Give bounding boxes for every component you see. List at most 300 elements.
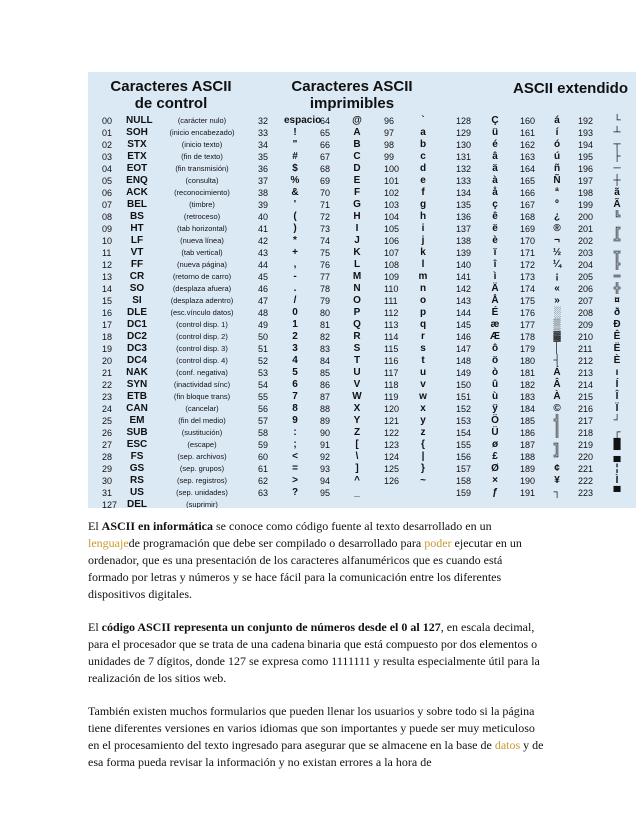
ascii-code: 166 bbox=[520, 188, 536, 198]
ascii-char: Á bbox=[553, 367, 561, 378]
ascii-code: 204 bbox=[578, 260, 594, 270]
control-code: 02 bbox=[102, 140, 113, 150]
control-code: 31 bbox=[102, 488, 113, 498]
ascii-code: 66 bbox=[320, 140, 331, 150]
control-abbr: US bbox=[130, 487, 144, 498]
control-code: 17 bbox=[102, 320, 113, 330]
ascii-code: 172 bbox=[520, 260, 536, 270]
control-description: (inicio encabezado) bbox=[169, 128, 235, 137]
ascii-code: 174 bbox=[520, 284, 536, 294]
ascii-code: 97 bbox=[384, 128, 395, 138]
ascii-code: 91 bbox=[320, 440, 331, 450]
ascii-code: 78 bbox=[320, 284, 331, 294]
control-abbr: LF bbox=[130, 235, 144, 246]
ascii-char: D bbox=[353, 163, 361, 174]
control-code: 18 bbox=[102, 332, 113, 342]
ascii-char: Ë bbox=[613, 343, 621, 354]
ascii-code: 34 bbox=[258, 140, 269, 150]
ascii-char: ' bbox=[293, 199, 297, 210]
ascii-code: 50 bbox=[258, 332, 269, 342]
ascii-code: 173 bbox=[520, 272, 536, 282]
ascii-code: 69 bbox=[320, 176, 331, 186]
ascii-code: 61 bbox=[258, 464, 269, 474]
ascii-char: ] bbox=[355, 463, 359, 474]
ascii-char: [ bbox=[355, 439, 359, 450]
ascii-char: ¦ bbox=[615, 463, 619, 474]
ascii-code: 56 bbox=[258, 404, 269, 414]
control-description: (sep. registros) bbox=[176, 476, 227, 485]
ascii-char: & bbox=[291, 187, 299, 198]
ascii-code: 191 bbox=[520, 488, 536, 498]
article-text bbox=[88, 518, 544, 787]
ascii-code: 148 bbox=[456, 356, 472, 366]
ascii-code: 33 bbox=[258, 128, 269, 138]
ascii-code: 108 bbox=[384, 260, 400, 270]
ascii-code: 143 bbox=[456, 296, 472, 306]
ascii-code: 142 bbox=[456, 284, 472, 294]
control-abbr: DC3 bbox=[126, 343, 147, 354]
ascii-char: J bbox=[354, 235, 360, 246]
ascii-code: 39 bbox=[258, 200, 269, 210]
control-code: 00 bbox=[102, 116, 113, 126]
ascii-code: 67 bbox=[320, 152, 331, 162]
ascii-code: 193 bbox=[578, 128, 594, 138]
ascii-code: 122 bbox=[384, 428, 400, 438]
ascii-char: Z bbox=[353, 427, 361, 438]
ascii-table-figure bbox=[88, 72, 636, 508]
control-code: 23 bbox=[102, 392, 113, 402]
control-description: (esc.vínculo datos) bbox=[170, 308, 234, 317]
ascii-code: 70 bbox=[320, 188, 331, 198]
control-description: (control disp. 4) bbox=[176, 356, 228, 365]
ascii-code: 106 bbox=[384, 236, 400, 246]
ascii-char: y bbox=[420, 415, 426, 426]
ascii-char: ┌ bbox=[613, 427, 621, 438]
ascii-char: » bbox=[554, 295, 560, 306]
ascii-code: 212 bbox=[578, 356, 594, 366]
ascii-code: 40 bbox=[258, 212, 269, 222]
control-description: (inactividad sínc) bbox=[173, 380, 231, 389]
control-description: (sep. archivos) bbox=[177, 452, 227, 461]
ascii-char: ï bbox=[493, 247, 497, 258]
ascii-code: 205 bbox=[578, 272, 594, 282]
ascii-char: ┐ bbox=[553, 487, 561, 498]
ascii-code: 86 bbox=[320, 380, 331, 390]
control-code: 07 bbox=[102, 200, 113, 210]
ascii-char: { bbox=[421, 439, 425, 450]
ascii-code: 197 bbox=[578, 176, 594, 186]
ascii-code: 59 bbox=[258, 440, 269, 450]
ascii-code: 175 bbox=[520, 296, 536, 306]
ascii-code: 103 bbox=[384, 200, 400, 210]
control-description: (fin del medio) bbox=[178, 416, 226, 425]
ascii-code: 79 bbox=[320, 296, 331, 306]
ascii-code: 102 bbox=[384, 188, 400, 198]
ascii-code: 58 bbox=[258, 428, 269, 438]
control-abbr: SI bbox=[132, 295, 142, 306]
control-abbr: ESC bbox=[126, 439, 148, 450]
header-printable: Caracteres ASCII imprimibles bbox=[291, 78, 413, 112]
ascii-code: 216 bbox=[578, 404, 594, 414]
ascii-char: 8 bbox=[292, 403, 298, 414]
control-description: (fin transmisión) bbox=[175, 164, 229, 173]
ascii-code: 92 bbox=[320, 452, 331, 462]
ascii-code: 112 bbox=[384, 308, 399, 318]
control-abbr: SOH bbox=[126, 127, 148, 138]
ascii-code: 82 bbox=[320, 332, 331, 342]
control-description: (consulta) bbox=[185, 176, 219, 185]
ascii-code: 68 bbox=[320, 164, 331, 174]
ascii-code: 124 bbox=[384, 452, 400, 462]
control-description: (conf. negativa) bbox=[176, 368, 228, 377]
ascii-code: 208 bbox=[578, 308, 594, 318]
control-code: 25 bbox=[102, 416, 113, 426]
paragraph-1 bbox=[88, 518, 544, 603]
ascii-char: ( bbox=[293, 211, 297, 222]
ascii-char: T bbox=[353, 355, 361, 366]
ascii-char: " bbox=[292, 139, 298, 150]
control-code: 16 bbox=[102, 308, 113, 318]
ascii-code: 158 bbox=[456, 476, 472, 486]
ascii-char: I bbox=[355, 223, 359, 234]
ascii-code: 133 bbox=[456, 176, 472, 186]
ascii-char: ╝ bbox=[553, 451, 561, 462]
control-code: 12 bbox=[102, 260, 113, 270]
control-code: 03 bbox=[102, 152, 113, 162]
control-description: (desplaza adentro) bbox=[170, 296, 234, 305]
ascii-code: 198 bbox=[578, 188, 594, 198]
ascii-char: Ì bbox=[615, 475, 619, 486]
ascii-char: X bbox=[353, 403, 361, 414]
ascii-code: 49 bbox=[258, 320, 269, 330]
ascii-char: P bbox=[353, 307, 361, 318]
control-abbr: SUB bbox=[126, 427, 148, 438]
ascii-char: ¡ bbox=[555, 271, 559, 282]
control-abbr: EM bbox=[129, 415, 145, 426]
ascii-code: 138 bbox=[456, 236, 472, 246]
ascii-code: 118 bbox=[384, 380, 399, 390]
ascii-char: O bbox=[353, 295, 361, 306]
ascii-code: 116 bbox=[384, 356, 399, 366]
ascii-code: 190 bbox=[520, 476, 536, 486]
ascii-char: º bbox=[555, 199, 559, 210]
ascii-code: 141 bbox=[456, 272, 472, 282]
ascii-code: 110 bbox=[384, 284, 399, 294]
ascii-code: 210 bbox=[578, 332, 594, 342]
ascii-code: 154 bbox=[456, 428, 472, 438]
ascii-code: 77 bbox=[320, 272, 331, 282]
ascii-char: x bbox=[420, 403, 426, 414]
ascii-char: è bbox=[492, 235, 498, 246]
ascii-code: 54 bbox=[258, 380, 269, 390]
ascii-char: } bbox=[421, 463, 425, 474]
ascii-char: N bbox=[353, 283, 361, 294]
ascii-char: K bbox=[353, 247, 361, 258]
control-abbr: DC1 bbox=[126, 319, 147, 330]
ascii-char: ` bbox=[421, 115, 425, 126]
ascii-char: W bbox=[352, 391, 362, 402]
ascii-char: Ä bbox=[491, 283, 499, 294]
ascii-code: 153 bbox=[456, 416, 472, 426]
control-code: 24 bbox=[102, 404, 113, 414]
ascii-code: 156 bbox=[456, 452, 472, 462]
ascii-code: 129 bbox=[456, 128, 472, 138]
control-code: 22 bbox=[102, 380, 113, 390]
ascii-char: u bbox=[419, 367, 427, 378]
ascii-code: 117 bbox=[384, 368, 399, 378]
ascii-char: j bbox=[421, 235, 425, 246]
ascii-char: r bbox=[421, 331, 425, 342]
link-poder[interactable]: poder bbox=[424, 536, 452, 550]
link-lenguaje[interactable]: lenguaje bbox=[88, 536, 129, 550]
ascii-code: 80 bbox=[320, 308, 331, 318]
ascii-char: n bbox=[419, 283, 427, 294]
control-description: (reconocimiento) bbox=[174, 188, 230, 197]
ascii-char: ú bbox=[553, 151, 561, 162]
control-abbr: DEL bbox=[127, 499, 147, 508]
ascii-code: 178 bbox=[520, 332, 536, 342]
ascii-char: k bbox=[420, 247, 426, 258]
ascii-code: 44 bbox=[258, 260, 269, 270]
ascii-code: 76 bbox=[320, 260, 331, 270]
control-code: 29 bbox=[102, 464, 113, 474]
ascii-char: « bbox=[554, 283, 560, 294]
ascii-code: 170 bbox=[520, 236, 536, 246]
ascii-char: . bbox=[293, 283, 297, 294]
ascii-char: ┤ bbox=[553, 355, 561, 366]
control-code: 26 bbox=[102, 428, 113, 438]
ascii-code: 48 bbox=[258, 308, 269, 318]
ascii-code: 146 bbox=[456, 332, 472, 342]
ascii-char: 5 bbox=[292, 367, 298, 378]
ascii-code: 194 bbox=[578, 140, 594, 150]
ascii-code: 83 bbox=[320, 344, 331, 354]
ascii-code: 64 bbox=[320, 116, 331, 126]
ascii-char: h bbox=[419, 211, 427, 222]
ascii-char: Ã bbox=[613, 199, 621, 210]
ascii-code: 128 bbox=[456, 116, 472, 126]
ascii-code: 206 bbox=[578, 284, 594, 294]
ascii-char: Ø bbox=[491, 463, 499, 474]
ascii-char: ╣ bbox=[553, 415, 561, 426]
ascii-code: 94 bbox=[320, 476, 331, 486]
bold-text: ASCII en informática bbox=[101, 519, 213, 533]
ascii-code: 162 bbox=[520, 140, 536, 150]
ascii-code: 42 bbox=[258, 236, 269, 246]
ascii-char: ; bbox=[293, 439, 297, 450]
ascii-char: Ü bbox=[491, 427, 499, 438]
ascii-char: └ bbox=[613, 115, 621, 126]
ascii-char: ¬ bbox=[554, 235, 560, 246]
ascii-char: ┼ bbox=[613, 175, 621, 186]
ascii-char: ▀ bbox=[613, 487, 621, 498]
ascii-char: ¢ bbox=[554, 463, 560, 474]
ascii-char: Ð bbox=[613, 319, 621, 330]
ascii-char: % bbox=[290, 175, 300, 186]
ascii-code: 38 bbox=[258, 188, 269, 198]
ascii-char: ö bbox=[491, 355, 499, 366]
ascii-char: Í bbox=[615, 379, 619, 390]
ascii-char: 2 bbox=[292, 331, 298, 342]
control-abbr: DC4 bbox=[126, 355, 147, 366]
text: También existen muchos formularios que pueden llenar los usuarios y sobre todo si la página tiene diferentes versiones en varios idiomas que son importantes y puede ser muy meticuloso en el procesamiento del texto ingresado para asegurar que se almacene en la base de bbox=[88, 704, 535, 752]
ascii-char: ╬ bbox=[613, 283, 621, 294]
ascii-code: 36 bbox=[258, 164, 269, 174]
control-abbr: CAN bbox=[126, 403, 148, 414]
ascii-char: £ bbox=[492, 451, 498, 462]
control-abbr: STX bbox=[127, 139, 147, 150]
ascii-code: 217 bbox=[578, 416, 594, 426]
ascii-code: 132 bbox=[456, 164, 472, 174]
ascii-code: 147 bbox=[456, 344, 472, 354]
control-description: (sep. unidades) bbox=[176, 488, 228, 497]
ascii-char: ┘ bbox=[613, 415, 621, 426]
control-abbr: RS bbox=[130, 475, 144, 486]
ascii-char: E bbox=[353, 175, 361, 186]
header-control: Caracteres ASCII de control bbox=[110, 78, 232, 112]
ascii-code: 123 bbox=[384, 440, 400, 450]
ascii-code: 159 bbox=[456, 488, 472, 498]
control-description: (sustitución) bbox=[181, 428, 223, 437]
ascii-code: 135 bbox=[456, 200, 472, 210]
link-datos[interactable]: datos bbox=[494, 738, 521, 752]
ascii-char: w bbox=[419, 391, 427, 402]
ascii-char: : bbox=[293, 427, 297, 438]
ascii-code: 71 bbox=[320, 200, 331, 210]
ascii-code: 85 bbox=[320, 368, 331, 378]
ascii-char: Ö bbox=[491, 415, 499, 426]
ascii-code: 199 bbox=[578, 200, 594, 210]
ascii-char: ░ bbox=[553, 307, 561, 318]
ascii-char: ├ bbox=[613, 151, 621, 162]
ascii-code: 107 bbox=[384, 248, 400, 258]
ascii-char: G bbox=[353, 199, 361, 210]
control-description: (inicio texto) bbox=[181, 140, 223, 149]
ascii-char: ▒ bbox=[553, 319, 561, 330]
ascii-code: 192 bbox=[578, 116, 594, 126]
control-abbr: BS bbox=[130, 211, 144, 222]
ascii-code: 63 bbox=[258, 488, 269, 498]
ascii-code: 89 bbox=[320, 416, 331, 426]
control-description: (nueva página) bbox=[176, 260, 228, 269]
control-abbr: EOT bbox=[126, 163, 148, 174]
ascii-char: å bbox=[492, 187, 498, 198]
ascii-code: 207 bbox=[578, 296, 594, 306]
ascii-char: q bbox=[419, 319, 427, 330]
ascii-char: ? bbox=[291, 487, 299, 498]
ascii-code: 114 bbox=[384, 332, 399, 342]
ascii-code: 203 bbox=[578, 248, 594, 258]
ascii-char: î bbox=[493, 259, 497, 270]
ascii-code: 196 bbox=[578, 164, 594, 174]
control-abbr: ACK bbox=[126, 187, 148, 198]
ascii-char: Â bbox=[553, 379, 561, 390]
ascii-char: 6 bbox=[292, 379, 298, 390]
ascii-code: 52 bbox=[258, 356, 269, 366]
ascii-char: ù bbox=[491, 391, 499, 402]
control-description: (sep. grupos) bbox=[179, 464, 225, 473]
ascii-char: ═ bbox=[613, 271, 621, 282]
ascii-code: 75 bbox=[320, 248, 331, 258]
ascii-code: 215 bbox=[578, 392, 594, 402]
control-description: (fin de texto) bbox=[181, 152, 223, 161]
ascii-code: 149 bbox=[456, 368, 472, 378]
ascii-code: 81 bbox=[320, 320, 331, 330]
ascii-char: ) bbox=[293, 223, 297, 234]
control-description: (control disp. 2) bbox=[176, 332, 228, 341]
ascii-char: V bbox=[353, 379, 361, 390]
control-abbr: FS bbox=[130, 451, 144, 462]
ascii-char: Q bbox=[353, 319, 361, 330]
ascii-char: ╚ bbox=[613, 211, 621, 222]
ascii-code: 187 bbox=[520, 440, 536, 450]
ascii-char: _ bbox=[354, 487, 360, 498]
ascii-char: A bbox=[353, 127, 361, 138]
ascii-code: 87 bbox=[320, 392, 331, 402]
ascii-char: f bbox=[421, 187, 425, 198]
ascii-code: 74 bbox=[320, 236, 331, 246]
ascii-code: 181 bbox=[520, 368, 536, 378]
ascii-char: á bbox=[554, 115, 560, 126]
ascii-code: 164 bbox=[520, 164, 536, 174]
ascii-code: 151 bbox=[456, 392, 472, 402]
ascii-code: 140 bbox=[456, 260, 472, 270]
ascii-char: M bbox=[352, 271, 362, 282]
ascii-char: - bbox=[293, 271, 297, 282]
ascii-char: Ï bbox=[615, 403, 619, 414]
ascii-code: 99 bbox=[384, 152, 395, 162]
ascii-code: 137 bbox=[456, 224, 472, 234]
ascii-char: ô bbox=[491, 343, 499, 354]
ascii-char: ┬ bbox=[613, 139, 621, 150]
ascii-char: ╩ bbox=[613, 235, 621, 246]
control-description: (control disp. 3) bbox=[176, 344, 228, 353]
ascii-char: ð bbox=[613, 307, 621, 318]
paragraph-3 bbox=[88, 703, 544, 771]
control-description: (escape) bbox=[187, 440, 217, 449]
ascii-char: m bbox=[418, 271, 428, 282]
control-abbr: GS bbox=[129, 463, 145, 474]
ascii-code: 84 bbox=[320, 356, 331, 366]
ascii-char: = bbox=[292, 463, 298, 474]
ascii-char: û bbox=[491, 379, 499, 390]
control-code: 20 bbox=[102, 356, 113, 366]
control-abbr: ETX bbox=[127, 151, 147, 162]
ascii-code: 121 bbox=[384, 416, 400, 426]
ascii-char: ║ bbox=[553, 427, 561, 438]
ascii-code: 186 bbox=[520, 428, 536, 438]
ascii-code: 35 bbox=[258, 152, 269, 162]
ascii-code: 65 bbox=[320, 128, 331, 138]
ascii-char: , bbox=[293, 259, 297, 270]
ascii-char: 1 bbox=[292, 319, 298, 330]
ascii-char: × bbox=[492, 475, 498, 486]
ascii-char: U bbox=[353, 367, 361, 378]
control-code: 27 bbox=[102, 440, 113, 450]
ascii-code: 155 bbox=[456, 440, 472, 450]
ascii-code: 211 bbox=[578, 344, 593, 354]
control-abbr: CR bbox=[129, 271, 145, 282]
ascii-char: ~ bbox=[420, 475, 426, 486]
control-code: 09 bbox=[102, 224, 113, 234]
ascii-char: ä bbox=[492, 163, 498, 174]
ascii-char: espacio bbox=[284, 115, 322, 126]
ascii-code: 96 bbox=[384, 116, 395, 126]
control-abbr: ENQ bbox=[126, 175, 148, 186]
ascii-char: ñ bbox=[553, 163, 561, 174]
ascii-char: í bbox=[555, 127, 559, 138]
control-code: 11 bbox=[102, 248, 112, 258]
